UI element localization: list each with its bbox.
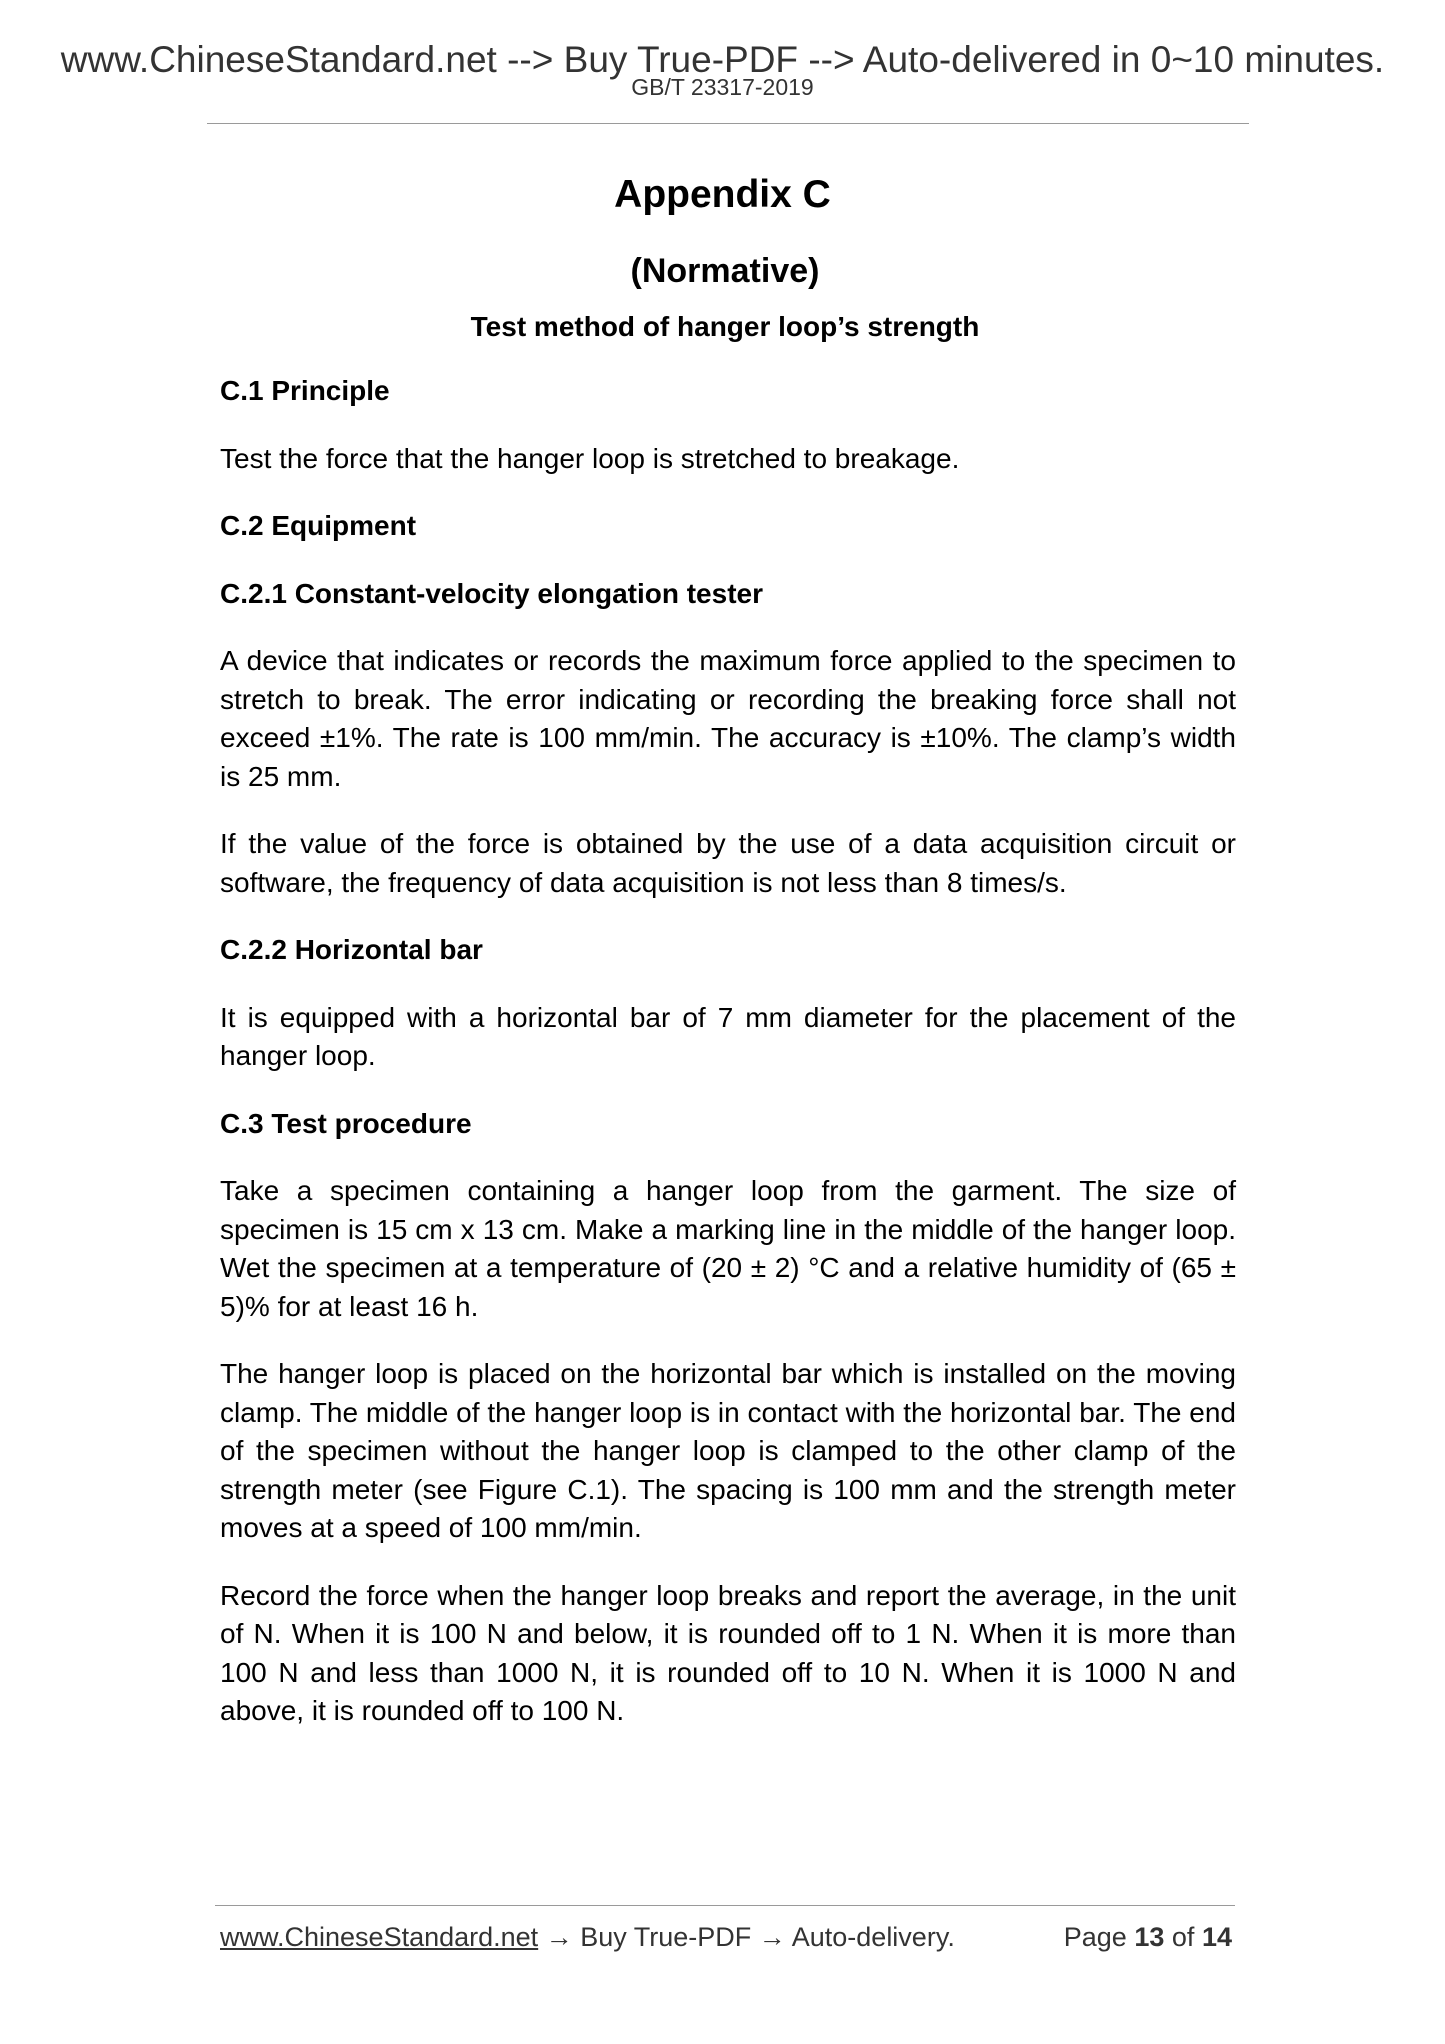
normative-label: (Normative) <box>630 252 820 290</box>
footer-divider <box>215 1905 1235 1906</box>
section-heading-c2: C.2 Equipment <box>220 510 417 541</box>
section-text-c3-1: Take a specimen containing a hanger loop from the garment. The size of specimen is 15 cm x 13 cm. Make a marking line in the middle of the hanger loop. Wet the specimen at a temperature of (20 ± 2) °C and a relative humidity of (65 ± 5)% for at least 16 h. <box>220 1175 1236 1322</box>
section-heading-c22: C.2.2 Horizontal bar <box>220 934 483 965</box>
document-body <box>220 372 1236 1760</box>
footer-promo <box>220 1920 955 1954</box>
section-text-c22: It is equipped with a horizontal bar of 7 mm diameter for the placement of the hanger loop. <box>220 1001 1236 1071</box>
standard-code: GB/T 23317-2019 <box>631 74 814 100</box>
header-banner: www.ChineseStandard.net --> Buy True-PDF --> Auto-delivered in 0~10 minutes. <box>60 39 1385 80</box>
section-text-c3-3: Record the force when the hanger loop breaks and report the average, in the unit of N. When it is 100 N and below, it is rounded off to 1 N. When it is more than 100 N and less than 1000 N, it is rounded off to 10 N. When it is 1000 N and above, it is rounded off to 100 N. <box>220 1579 1236 1726</box>
of-label: of <box>1171 1922 1195 1952</box>
header-divider <box>207 123 1249 124</box>
appendix-subtitle: Test method of hanger loop’s strength <box>470 311 980 342</box>
section-text-c21-1: A device that indicates or records the maximum force applied to the specimen to stretch to break. The error indicating or recording the breaking force shall not exceed ±1%. The rate is 100 mm/min. The accuracy is ±10%. The clamp’s width is 25 mm. <box>220 645 1236 792</box>
page-current: 13 <box>1134 1922 1165 1952</box>
footer-promo-text: → Buy True-PDF → Auto-delivery. <box>538 1922 955 1952</box>
section-heading-c21: C.2.1 Constant-velocity elongation tester <box>220 577 763 609</box>
footer-site-link[interactable]: www.ChineseStandard.net <box>220 1922 539 1952</box>
section-text-c21-2: If the value of the force is obtained by the use of a data acquisition circuit or software, the frequency of data acquisition is not less than 8 times/s. <box>220 828 1236 898</box>
page-number <box>1064 1920 1232 1954</box>
section-heading-c3: C.3 Test procedure <box>220 1107 472 1139</box>
appendix-title: Appendix C <box>614 173 831 216</box>
page-total: 14 <box>1201 1922 1232 1952</box>
section-heading-c1: C.1 Principle <box>220 375 390 406</box>
page-label: Page <box>1063 1922 1127 1952</box>
section-text-c1: Test the force that the hanger loop is stretched to breakage. <box>220 442 960 474</box>
section-text-c3-2: The hanger loop is placed on the horizontal bar which is installed on the moving clamp. The middle of the hanger loop is in contact with the horizontal bar. The end of the specimen without the hanger loop is clamped to the other clamp of the strength meter (see Figure C.1). The spacing is 100 mm and the strength meter moves at a speed of 100 mm/min. <box>220 1358 1236 1543</box>
